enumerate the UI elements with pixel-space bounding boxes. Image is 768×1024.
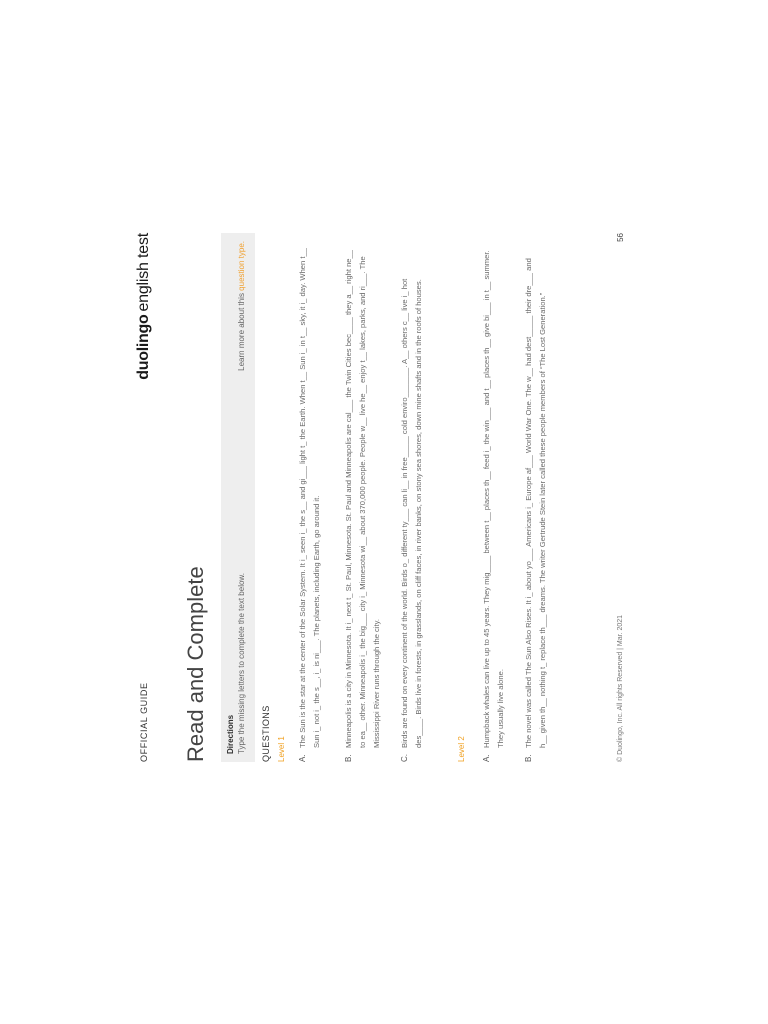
page-number: 56 — [616, 233, 625, 242]
question-level1-a — [296, 248, 324, 762]
question-type-link[interactable]: question type. — [237, 241, 246, 291]
learn-more-text — [237, 241, 246, 371]
question-text: Birds are found on every continent of the world. Birds o_ different ty___ can li__ in free_____ cold enviro_______. A__ others c__ live i_ hot des____. Birds live in forests, in grasslands, on cliff faces, in river banks, on stony sea shores, down mine shafts and in the roofs of houses. — [400, 278, 423, 748]
question-letter: B. — [524, 754, 533, 762]
question-text: The Sun is the star at the center of the Solar System. It i_ seen i_ the s__ and gi___ light t_ the Earth. When t__ Sun i_ in t__ sky, it i_ day. When t__ Sun i_ not i_ the s__, i_ is ni___. The planets, including Earth, go around it. — [298, 248, 321, 748]
question-text: Minneapolis is a city in Minnesota. It i_ next t_ St. Paul, Minnesota. St. Paul and Minneapolis are cal___ the Twin Cities bec____ they a__ right ne__ to ea__ other. Minneapolis i_ the big___ city i_ Minnesota wi__ about 370,000 people. People w__ live he__ enjoy t__ lakes, parks, and ri___. The Mississippi River runs through the city. — [344, 250, 381, 748]
directions-title: Directions — [226, 714, 235, 754]
questions-heading: QUESTIONS — [261, 705, 271, 762]
copyright-footer: © Duolingo, Inc. All rights Reserved | Mar. 2021 — [617, 614, 624, 762]
question-letter: B. — [344, 754, 353, 762]
question-level1-b — [342, 248, 384, 762]
brand-suffix: english test — [135, 233, 152, 312]
level-1-heading: Level 1 — [277, 736, 286, 762]
question-text: The novel was called The Sun Also Rises. It i_ about yo___ Americans i_ Europe af___ World War One. The w__ had dest_____ their dre___ and h__ given th__ nothing t_ replace th___ dreams. The writer Gertrude Stein later called these people members of “The Lost Generation.” — [524, 258, 547, 748]
brand-name: duolingo — [135, 314, 152, 380]
learn-more-prefix: Learn more about this — [237, 290, 246, 371]
question-letter: C. — [400, 754, 409, 762]
question-level1-c — [398, 248, 426, 762]
brand-logo — [135, 233, 153, 470]
directions-text: Type the missing letters to complete the text below. — [237, 573, 246, 754]
directions-box — [221, 233, 255, 762]
question-level2-b — [522, 248, 550, 762]
document-page — [135, 150, 635, 790]
page-title: Read and Complete — [183, 566, 208, 762]
level-2-heading: Level 2 — [457, 736, 466, 762]
section-label: OFFICIAL GUIDE — [139, 682, 149, 762]
question-text: Humpback whales can live up to 45 years. They mig____ between t__ places th__ feed i_ the win___ and t__ places th__ give bi___ in t__ summer. They usually live alone. — [482, 250, 505, 748]
question-letter: A. — [298, 754, 307, 762]
question-level2-a — [480, 248, 508, 762]
question-letter: A. — [482, 754, 491, 762]
